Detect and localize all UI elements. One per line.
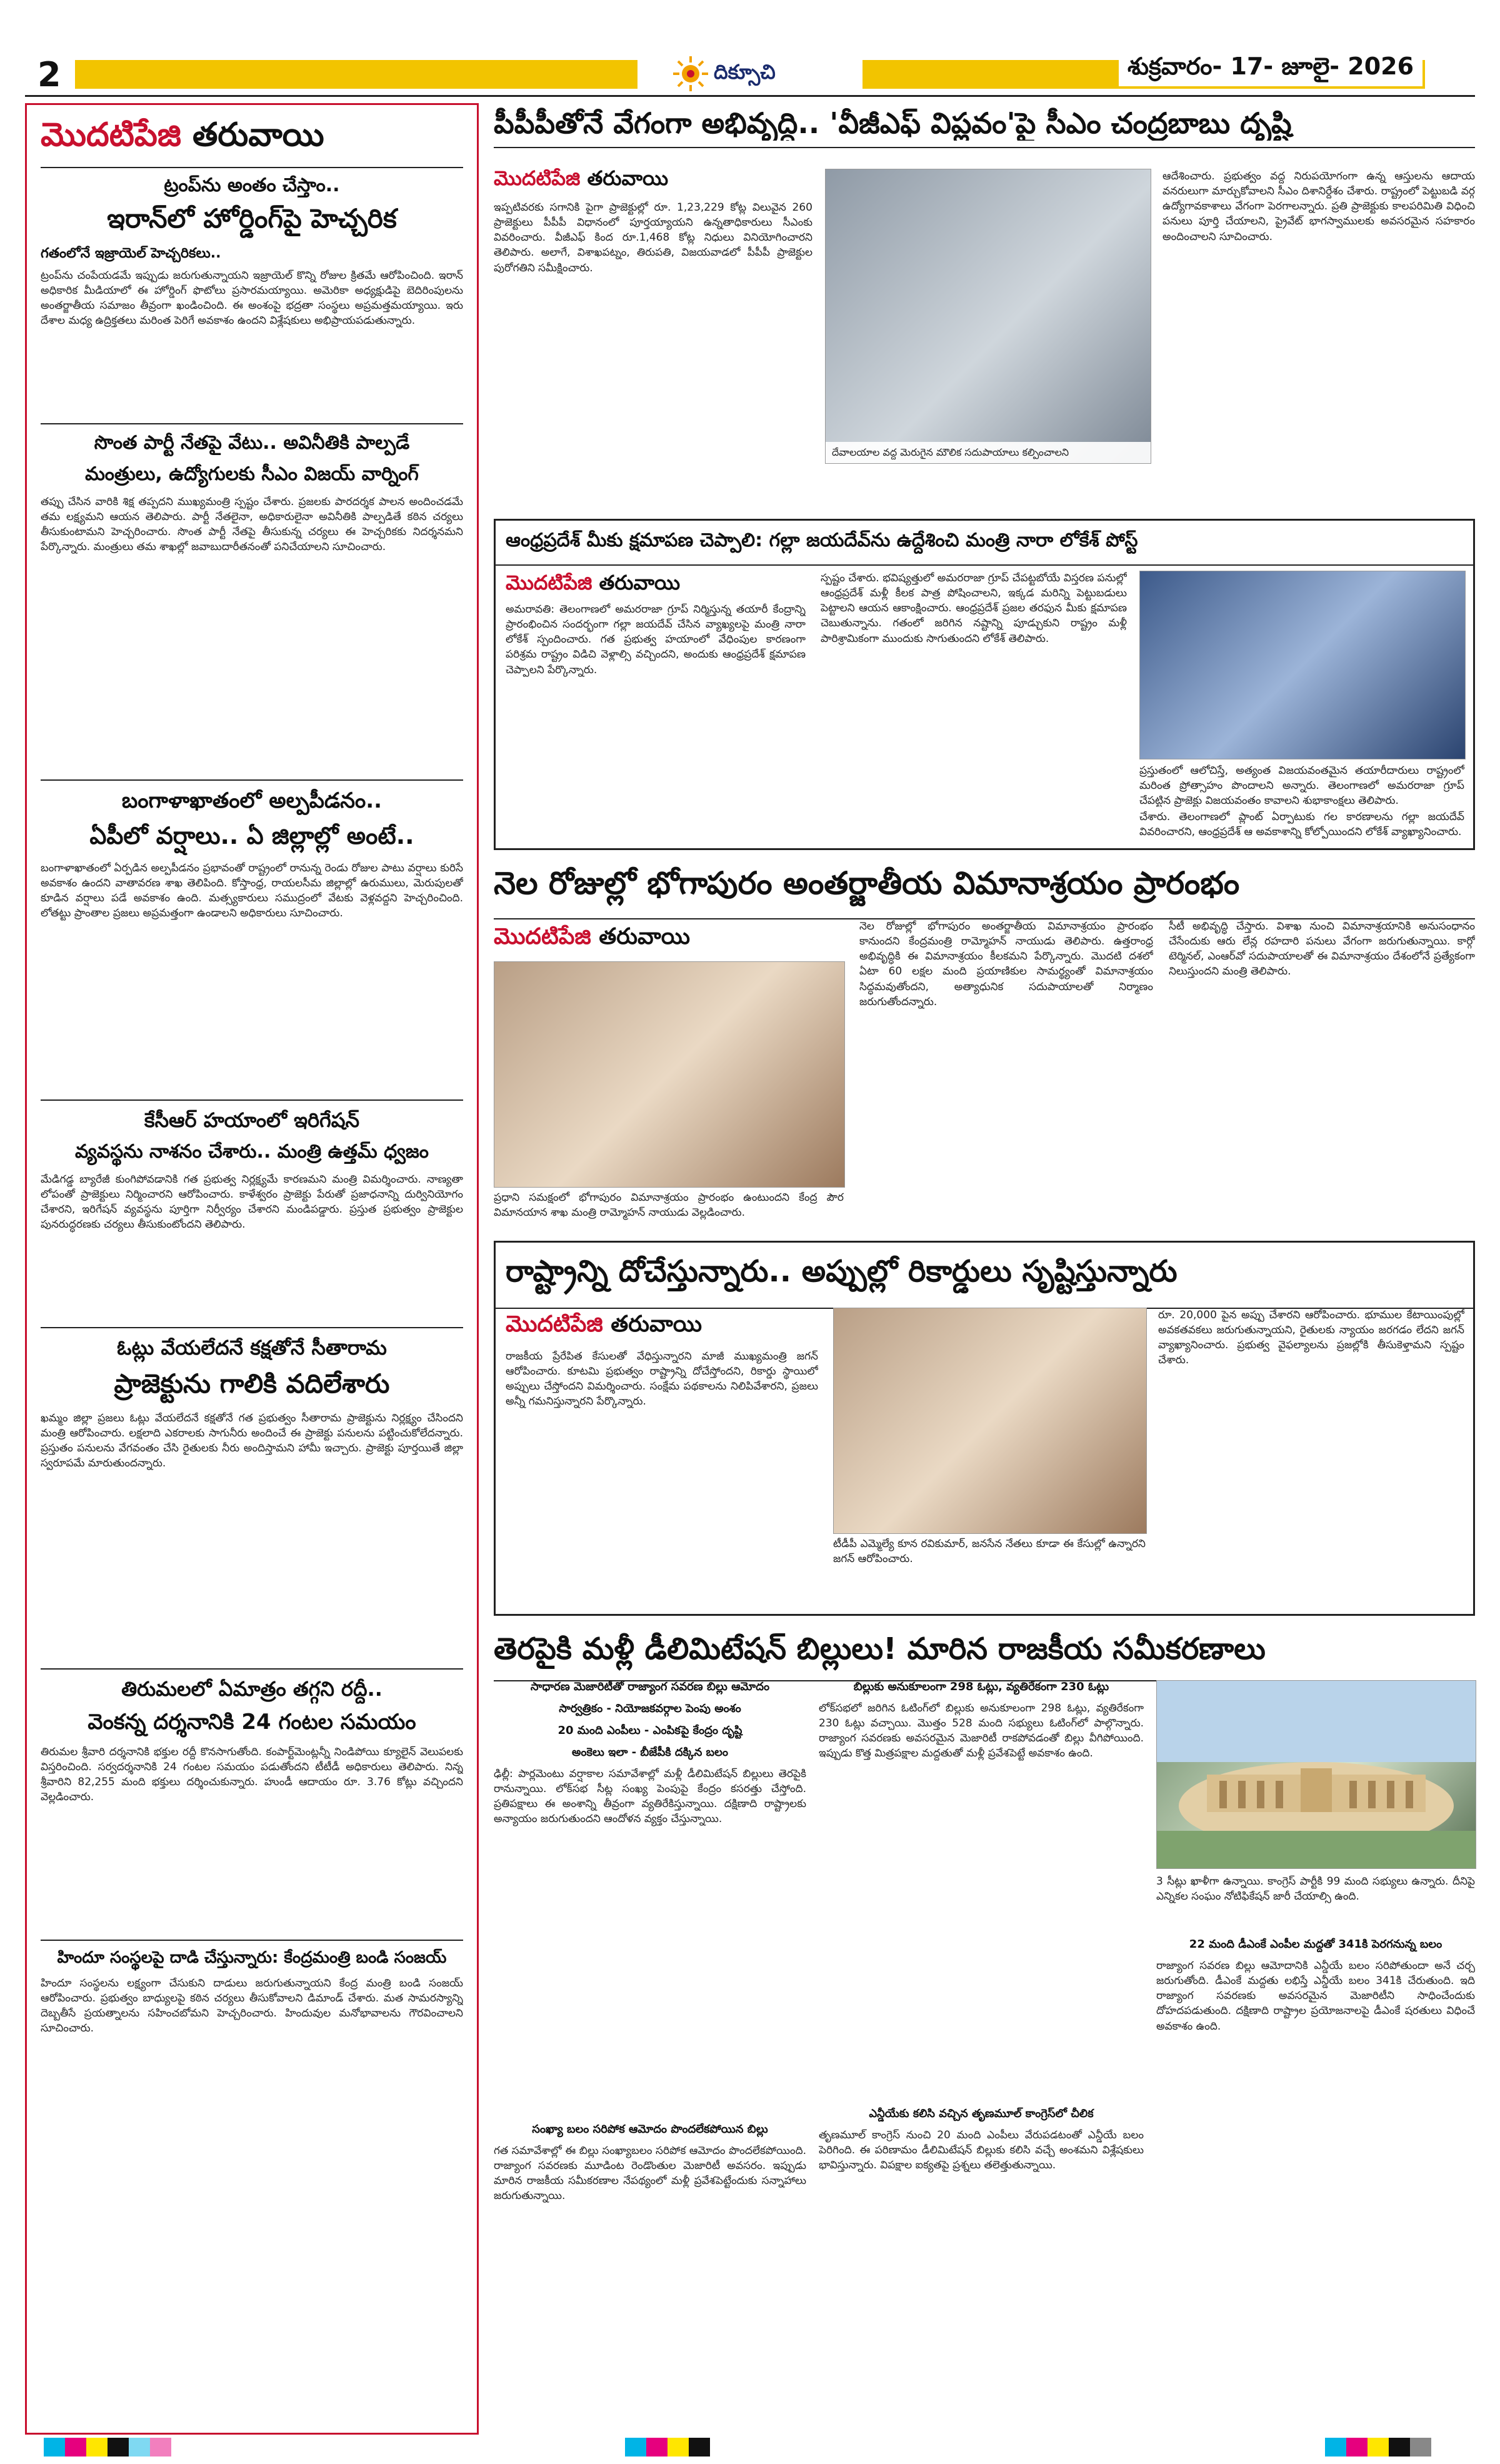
lokesh-photo-caption: ప్రస్తుతంలో ఆలోచిస్తే, అత్యంత విజయవంతమైన తయారీదారులు రాష్ట్రంలో మరింత ప్రోత్సాహం పొందాలని అన్నారు. తెలంగాణలో అమరరాజా గ్రూప్ చేపట్టిన ప్రాజెక్టు విజయవంతం కావాలని శుభాకాంక్షలు తెలిపారు. <box>1139 764 1464 807</box>
story-headline: ఇరాన్‌లో హోర్డింగ్‌పై హెచ్చరిక <box>107 203 397 234</box>
parliament-building-icon <box>1157 1681 1476 1868</box>
subhead: ఎన్డీయేకు కలిసి వచ్చిన తృణమూల్ కాంగ్రెస్‌లో చీలిక <box>869 2107 1094 2120</box>
story-headline-line2: మంత్రులు, ఉద్యోగులకు సీఎం విజయ్ వార్నింగ్ <box>85 463 419 485</box>
story-sitarama <box>41 1336 463 1661</box>
delimitation-col2 <box>819 1680 1144 2430</box>
lokesh-photo <box>1139 571 1466 759</box>
tag-red: మొదటిపేజి <box>506 1311 603 1337</box>
masthead-divider <box>25 95 1475 97</box>
tag-red: మొదటిపేజి <box>506 571 592 594</box>
jagan-body-col1: రాజకీయ ప్రేరేపిత కేసులతో వేధిస్తున్నారని మాజీ ముఖ్యమంత్రి జగన్ ఆరోపించారు. కూటమి ప్రభుత్వం రాష్ట్రాన్ని దోచేస్తోందని, రికార్డు స్థాయిలో అప్పులు చేస్తోందని విమర్శించారు. సంక్షేమ పథకాలను నిలిపివేశారని, ప్రజలు అన్నీ గమనిస్తున్నారని పేర్కొన్నారు. <box>506 1350 818 1408</box>
airport-photo-caption: ప్రధాని సమక్షంలో భోగాపురం విమానాశ్రయం ప్రారంభం ఉంటుందని కేంద్ర పౌర విమానయాన శాఖ మంత్రి రామ్మోహన్ నాయుడు వెల్లడించారు. <box>494 1191 844 1219</box>
story-tirumala <box>41 1677 463 1932</box>
lead-story <box>494 106 1475 506</box>
airport-body-col1: నెల రోజుల్లో భోగాపురం అంతర్జాతీయ విమానాశ్రయం ప్రారంభం కానుందని కేంద్రమంత్రి రామ్మోహన్ నాయుడు తెలిపారు. ఉత్తరాంధ్ర అభివృద్ధికి ఈ విమానాశ్రయం కీలకమని పేర్కొన్నారు. మొదటి దశలో ఏటా 60 లక్షల మంది ప్రయాణికుల సామర్థ్యంతో విమానాశ్రయం సిద్ధమవుతోందని, అత్యాధునిక సదుపాయాలతో నిర్మాణం జరుగుతోందన్నారు. <box>859 920 1153 1008</box>
story-body: తప్పు చేసిన వారికి శిక్ష తప్పదని ముఖ్యమంత్రి స్పష్టం చేశారు. ప్రజలకు పారదర్శక పాలన అందించడమే తమ లక్ష్యమని ఆయన తెలిపారు. పార్టీ నేతలైనా, అధికారులైనా అవినీతికి పాల్పడితే కఠిన చర్యలు తీసుకుంటామని హెచ్చరించారు. సొంత పార్టీ నేతపై తీసుకున్న చర్యలు ఈ హెచ్చరికకు నిదర్శనమని పేర్కొన్నారు. మంత్రులు తమ శాఖల్లో జవాబుదారీతనంతో పనిచేయాలని సూచించారు. <box>41 496 463 554</box>
subhead: అంకెలు ఇలా - బీజేపీకి దక్కిన బలం <box>571 1746 728 1759</box>
lead-body-col1: ఇప్పటివరకు సగానికి పైగా ప్రాజెక్టుల్లో రూ. 1,23,229 కోట్ల విలువైన 260 ప్రాజెక్టులు పీపీపీ విధానంలో పూర్తయ్యాయని ఉన్నతాధికారులు సీఎంకు వివరించారు. వీజీఎఫ్ కింద రూ.1,468 కోట్ల నిధులు వినియోగించారని తెలిపారు. అలాగే, విశాఖపట్నం, తిరుపతి, విజయవాడలో పీపీపీ ప్రాజెక్టుల పురోగతిని సమీక్షించారు. <box>494 201 812 274</box>
banner-label-black: తరువాయి <box>181 116 324 154</box>
story-body: ట్రంప్‌ను చంపేయడమే ఇప్పుడు జరుగుతున్నాయని ఇజ్రాయెల్ కొన్ని రోజుల క్రితమే ఆరోపించింది. ఇరాన్ అధికారిక మీడియాలో ఈ హోర్డింగ్ ఫొటోలు ప్రసారమయ్యాయి. అమెరికా అధ్యక్షుడిపై బెదిరింపులను అంతర్జాతీయ సమాజం తీవ్రంగా ఖండించింది. ఈ అంశంపై భద్రతా సంస్థలు అప్రమత్తమయ్యాయి. ఇరు దేశాల మధ్య ఉద్రిక్తతలు మరింత పెరిగే అవకాశం ఉందని విశ్లేషకులు అభిప్రాయపడుతున్నారు. <box>41 269 463 328</box>
lead-photo <box>825 169 1151 464</box>
lokesh-body-col1: అమరావతి: తెలంగాణలో అమరరాజా గ్రూప్ నిర్మిస్తున్న తయారీ కేంద్రాన్ని ప్రారంభించిన సందర్భంగా గల్లా జయదేవ్ చేసిన వ్యాఖ్యలపై మంత్రి నారా లోకేశ్ స్పందించారు. గత ప్రభుత్వ హయాంలో వేధింపుల కారణంగా పరిశ్రమ రాష్ట్రం విడిచి వెళ్లాల్సి వచ్చిందని, అందుకు ఆంధ్రప్రదేశ్ క్షమాపణ చెప్పాలని పేర్కొన్నారు. <box>506 603 806 676</box>
masthead-yellow-band <box>75 60 638 89</box>
jagan-story <box>494 1241 1475 1616</box>
continuation-banner <box>41 116 463 168</box>
divider <box>41 1327 463 1328</box>
divider <box>41 779 463 781</box>
delimitation-body: రాజ్యాంగ సవరణ బిల్లు ఆమోదానికి ఎన్డీయే బలం సరిపోతుందా అనే చర్చ జరుగుతోంది. డీఎంకే మద్దతు లభిస్తే ఎన్డీయే బలం 341కి చేరుతుంది. ఇది రాజ్యాంగ సవరణకు అవసరమైన మెజారిటీని సాధించేందుకు దోహదపడుతుంది. దక్షిణాది రాష్ట్రాల ప్రయోజనాలపై డీఎంకే షరతులు విధించే అవకాశం ఉంది. <box>1156 1960 1475 2033</box>
jagan-photo-caption: టీడీపీ ఎమ్మెల్యే కూన రవికుమార్, జనసేన నేతలు కూడా ఈ కేసుల్లో ఉన్నారని జగన్ ఆరోపించారు. <box>833 1538 1146 1566</box>
delimitation-body: తృణమూల్ కాంగ్రెస్ నుంచి 20 మంది ఎంపీలు వేరుపడటంతో ఎన్డీయే బలం పెరిగింది. ఈ పరిణామం డీలిమిటేషన్ బిల్లుకు కలిసి వచ్చే అంశమని విశ్లేషకులు భావిస్తున్నారు. విపక్షాల ఐక్యతపై ప్రశ్నలు తలెత్తుతున్నాయి. <box>819 2129 1144 2172</box>
tag-red: మొదటిపేజి <box>494 924 591 949</box>
subhead: సంఖ్యా బలం సరిపోక ఆమోదం పొందలేకపోయిన బిల్లు <box>532 2123 768 2136</box>
story-kicker: కేసీఆర్ హయాంలో ఇరిగేషన్ <box>144 1108 360 1132</box>
story-body: మేడిగడ్డ బ్యారేజీ కుంగిపోవడానికి గత ప్రభుత్వ నిర్లక్ష్యమే కారణమని మంత్రి విమర్శించారు. నాణ్యతా లోపంతో ప్రాజెక్టులు నిర్మించారని ఆరోపించారు. కాళేశ్వరం ప్రాజెక్టు పేరుతో ప్రజాధనాన్ని దుర్వినియోగం చేశారని, ఇరిగేషన్ వ్యవస్థను పూర్తిగా నిర్వీర్యం చేశారని మండిపడ్డారు. ప్రస్తుత ప్రభుత్వం ప్రాజెక్టుల పునరుద్ధరణకు చర్యలు తీసుకుంటోందని తెలిపారు. <box>41 1173 463 1231</box>
story-body: బంగాళాఖాతంలో ఏర్పడిన అల్పపీడనం ప్రభావంతో రాష్ట్రంలో రానున్న రెండు రోజుల పాటు వర్షాలు కురిసే అవకాశం ఉందని వాతావరణ శాఖ తెలిపింది. కోస్తాంధ్ర, రాయలసీమ జిల్లాల్లో ఉరుములు, మెరుపులతో కూడిన వర్షాలు పడే అవకాశం ఉంది. మత్స్యకారులు సముద్రంలో వేటకు వెళ్లవద్దని హెచ్చరించింది. లోతట్టు ప్రాంతాల ప్రజలు అప్రమత్తంగా ఉండాలని అధికారులు సూచించారు. <box>41 862 463 920</box>
divider <box>494 147 1475 148</box>
delimitation-col3 <box>1156 1680 1475 2430</box>
tag-red: మొదటిపేజి <box>494 166 581 190</box>
cmyk-registration-right <box>1325 2438 1431 2459</box>
delimitation-col1 <box>494 1680 806 2430</box>
tag-black: తరువాయి <box>591 924 691 949</box>
story-cm-warning <box>41 432 463 772</box>
lokesh-headline: ఆంధ్రప్రదేశ్ మీకు క్షమాపణ చెప్పాలి: గల్లా జయదేవ్‌ను ఉద్దేశించి మంత్రి నారా లోకేశ్ పోస్ట్ <box>496 521 1473 566</box>
subhead: సార్వత్రికం - నియోజకవర్గాల పెంపు అంశం <box>559 1702 741 1715</box>
story-body: హిందూ సంస్థలను లక్ష్యంగా చేసుకుని దాడులు జరుగుతున్నాయని కేంద్ర మంత్రి బండి సంజయ్ ఆరోపించారు. ప్రభుత్వం బాధ్యులపై కఠిన చర్యలు తీసుకోవాలని డిమాండ్ చేశారు. మత సామరస్యాన్ని దెబ్బతీసే ప్రయత్నాలను సహించబోమని హెచ్చరించారు. హిందువుల మనోభావాలను గౌరవించాలని సూచించారు. <box>41 1977 463 2035</box>
paper-logo <box>669 54 819 95</box>
story-headline: వ్యవస్థను నాశనం చేశారు.. మంత్రి ఉత్తమ్ ధ్వజం <box>75 1141 429 1163</box>
airport-story <box>494 856 1475 1231</box>
story-kicker: బంగాళాఖాతంలో అల్పపీడనం.. <box>121 788 382 813</box>
divider <box>41 1668 463 1670</box>
story-irrigation <box>41 1108 463 1320</box>
subhead: బిల్లుకు అనుకూలంగా 298 ఓట్లు, వ్యతిరేకంగా 230 ఓట్లు <box>853 1680 1109 1693</box>
story-bandi-sanjay <box>41 1948 463 2163</box>
story-ap-rains <box>41 788 463 1092</box>
delimitation-body: ఢిల్లీ: పార్లమెంటు వర్షాకాల సమావేశాల్లో మళ్లీ డీలిమిటేషన్ బిల్లులు తెరపైకి రానున్నాయి. లోక్‌సభ సీట్ల సంఖ్య పెంపుపై కేంద్రం కసరత్తు చేస్తోంది. ప్రతిపక్షాలు ఈ అంశాన్ని తీవ్రంగా వ్యతిరేకిస్తున్నాయి. దక్షిణాది రాష్ట్రాలకు అన్యాయం జరుగుతుందని ఆందోళన వ్యక్తం చేస్తున్నాయి. <box>494 1768 806 1826</box>
jagan-photo <box>833 1308 1147 1534</box>
delimitation-story <box>494 1625 1475 2431</box>
story-kicker: ట్రంప్‌ను అంతం చేస్తాం.. <box>164 174 340 196</box>
paper-name: దిక్సూచి <box>714 60 776 84</box>
subhead: 22 మంది డీఎంకే ఎంపీల మద్దతో 341కి పెరగనున్న బలం <box>1189 1938 1442 1951</box>
page-number: 2 <box>38 55 61 94</box>
airport-headline: నెల రోజుల్లో భోగాపురం అంతర్జాతీయ విమానాశ్రయం ప్రారంభం <box>494 865 1240 901</box>
airport-photo <box>494 961 845 1188</box>
jagan-headline: రాష్ట్రాన్ని దోచేస్తున్నారు.. అప్పుల్లో రికార్డులు సృష్టిస్తున్నారు <box>496 1243 1473 1309</box>
cmyk-registration-center <box>625 2438 710 2459</box>
tag-black: తరువాయి <box>602 1311 702 1337</box>
subhead: సాధారణ మెజారిటీతో రాజ్యాంగ సవరణ బిల్లు ఆమోదం <box>530 1680 770 1693</box>
divider <box>41 1940 463 1941</box>
photo-caption: దేవాలయాల వద్ద మెరుగైన మౌలిక సదుపాయాలు కల్పించాలని <box>826 442 1151 463</box>
story-body: ఖమ్మం జిల్లా ప్రజలు ఓట్లు వేయలేదనే కక్షతోనే గత ప్రభుత్వం సీతారామ ప్రాజెక్టును నిర్లక్ష్యం చేసిందని మంత్రి ఆరోపించారు. లక్షలాది ఎకరాలకు సాగునీరు అందించే ఈ ప్రాజెక్టు పనులను పట్టించుకోలేదన్నారు. ప్రస్తుతం పనులను వేగవంతం చేసి రైతులకు నీరు అందిస్తామని హామీ ఇచ్చారు. ప్రాజెక్టు పూర్తయితే జిల్లా స్వరూపమే మారుతుందన్నారు. <box>41 1412 463 1470</box>
lokesh-body-col3: చేశారు. తెలంగాణలో ప్లాంట్ ఏర్పాటుకు గల కారణాలను గల్లా జయదేవ్ వివరించారని, ఆంధ్రప్రదేశ్ ఆ అవకాశాన్ని కోల్పోయిందని లోకేశ్ వ్యాఖ్యానించారు. <box>1139 811 1464 839</box>
delimitation-body: గత సమావేశాల్లో ఈ బిల్లు సంఖ్యాబలం సరిపోక ఆమోదం పొందలేకపోయింది. రాజ్యాంగ సవరణకు మూడింట రెండొంతుల మెజారిటీ అవసరం. ఇప్పుడు మారిన రాజకీయ సమీకరణాల నేపథ్యంలో మళ్లీ ప్రవేశపెట్టేందుకు సన్నాహాలు జరుగుతున్నాయి. <box>494 2145 806 2203</box>
date-line: శుక్రవారం- 17- జూలై- 2026 <box>1119 53 1422 86</box>
story-headline: హిందూ సంస్థలపై దాడి చేస్తున్నారు: కేంద్రమంత్రి బండి సంజయ్ <box>57 1948 447 1967</box>
story-headline: వెంకన్న దర్శనానికి 24 గంటల సమయం <box>88 1710 416 1735</box>
sun-compass-icon <box>669 54 712 91</box>
story-body: తిరుమల శ్రీవారి దర్శనానికి భక్తుల రద్దీ కొనసాగుతోంది. కంపార్ట్‌మెంట్లన్నీ నిండిపోయి క్యూలైన్ వెలుపలకు విస్తరించింది. సర్వదర్శనానికి 24 గంటల సమయం పడుతోందని టీటీడీ అధికారులు తెలిపారు. నిన్న శ్రీవారిని 82,255 మంది భక్తులు దర్శించుకున్నారు. హుండీ ఆదాయం రూ. 3.76 కోట్లు వచ్చిందని వెల్లడించారు. <box>41 1746 463 1804</box>
story-headline: ప్రాజెక్టును గాలికి వదిలేశారు <box>114 1368 390 1399</box>
divider <box>41 1099 463 1101</box>
airport-tag <box>494 924 690 955</box>
jagan-tag <box>506 1311 702 1343</box>
story-headline: ఏపీలో వర్షాలు.. ఏ జిల్లాల్లో అంటే.. <box>89 822 414 849</box>
tag-black: తరువాయి <box>592 571 681 594</box>
lokesh-story <box>494 519 1475 850</box>
story-kicker: తిరుమలలో ఏమాత్రం తగ్గని రద్దీ.. <box>121 1677 382 1701</box>
lead-tag <box>494 166 668 195</box>
banner-label-red: మొదటిపేజి <box>41 116 181 154</box>
left-column-box <box>25 103 479 2435</box>
subhead: 20 మంది ఎంపీలు - ఎంపికపై కేంద్రం దృష్టి <box>558 1724 742 1737</box>
tag-black: తరువాయి <box>580 166 669 190</box>
parliament-photo-caption: 3 సీట్లు ఖాళీగా ఉన్నాయి. కాంగ్రెస్ పార్టీకి 99 మంది సభ్యులు ఉన్నారు. దీనిపై ఎన్నికల సంఘం నోటిఫికేషన్ జారీ చేయాల్సి ఉంది. <box>1156 1875 1475 1903</box>
cmyk-registration-left <box>44 2438 171 2459</box>
story-headline-line1: సొంత పార్టీ నేతపై వేటు.. అవినీతికి పాల్పడే <box>94 432 410 454</box>
story-subhead: గతంలోనే ఇజ్రాయెల్ హెచ్చరికలు.. <box>41 246 221 261</box>
jagan-body-col2: రూ. 20,000 పైన అప్పు చేశారని ఆరోపించారు. భూముల కేటాయింపుల్లో అవకతవకలు జరుగుతున్నాయని, రైతులకు న్యాయం జరగడం లేదని జగన్ వ్యాఖ్యానించారు. ప్రభుత్వ వైఫల్యాలను ప్రజల్లోకి తీసుకెళ్తామని స్పష్టం చేశారు. <box>1158 1309 1464 1367</box>
lokesh-tag <box>506 571 680 599</box>
airport-body-col2: సీటీ అభివృద్ధి చేస్తారు. విశాఖ నుంచి విమానాశ్రయానికి అనుసంధానం చేసేందుకు ఆరు లేన్ల రహదారి పనులు వేగంగా జరుగుతున్నాయి. కార్గో టెర్మినల్, ఎంఆర్‌వో సదుపాయాలతో ఈ విమానాశ్రయం దేశంలోనే ప్రత్యేకంగా నిలుస్తుందని మంత్రి తెలిపారు. <box>1169 920 1475 978</box>
lokesh-body-col2: స్పష్టం చేశారు. భవిష్యత్తులో అమరరాజా గ్రూప్ చేపట్టబోయే విస్తరణ పనుల్లో ఆంధ్రప్రదేశ్ మళ్లీ కీలక పాత్ర పోషించాలని, ఇక్కడ మరిన్ని పెట్టుబడులు పెట్టాలని ఆయన ఆకాంక్షించారు. ఆంధ్రప్రదేశ్ ప్రజల తరఫున మీకు క్షమాపణ చెబుతున్నాను. గతంలో జరిగిన నష్టాన్ని పూడ్చుకుని రాష్ట్రం మళ్లీ పారిశ్రామికంగా ముందుకు సాగుతుందని లోకేశ్ తెలిపారు. <box>821 572 1127 645</box>
divider <box>41 423 463 424</box>
story-kicker: ఓట్లు వేయలేదనే కక్షతోనే సీతారామ <box>117 1336 387 1360</box>
parliament-photo <box>1156 1680 1476 1869</box>
delimitation-body: లోక్‌సభలో జరిగిన ఓటింగ్‌లో బిల్లుకు అనుకూలంగా 298 ఓట్లు, వ్యతిరేకంగా 230 ఓట్లు వచ్చాయి. మొత్తం 528 మంది సభ్యులు ఓటింగ్‌లో పాల్గొన్నారు. రాజ్యాంగ సవరణకు అవసరమైన మెజారిటీ రాకపోవడంతో బిల్లు వీగిపోయింది. ఇప్పుడు కొత్త మిత్రపక్షాల మద్దతుతో మళ్లీ ప్రవేశపెట్టే అవకాశం ఉంది. <box>819 1702 1144 1760</box>
lead-headline: పీపీపీతోనే వేగంగా అభివృద్ధి.. 'వీజీఎఫ్ విప్లవం'పై సీఎం చంద్రబాబు దృష్టి <box>494 106 1292 140</box>
story-trump-iran <box>41 174 463 416</box>
delimitation-headline: తెరపైకి మళ్లీ డీలిమిటేషన్ బిల్లులు! మారిన రాజకీయ సమీకరణాలు <box>494 1631 1266 1666</box>
lead-body-col2: ఆదేశించారు. ప్రభుత్వం వద్ద నిరుపయోగంగా ఉన్న ఆస్తులను ఆదాయ వనరులుగా మార్చుకోవాలని సీఎం దిశానిర్దేశం చేశారు. రాష్ట్రంలో పెట్టుబడి వర్గ ఉద్యోగావకాశాలు వేగంగా పెరగాలన్నారు. ప్రతి ప్రాజెక్టుకు కాలపరిమితి విధించి పనులు పూర్తి చేయాలని, ప్రైవేట్ భాగస్వాములకు అవసరమైన సహకారం అందించాలని సూచించారు. <box>1162 170 1475 243</box>
masthead <box>0 0 1500 94</box>
